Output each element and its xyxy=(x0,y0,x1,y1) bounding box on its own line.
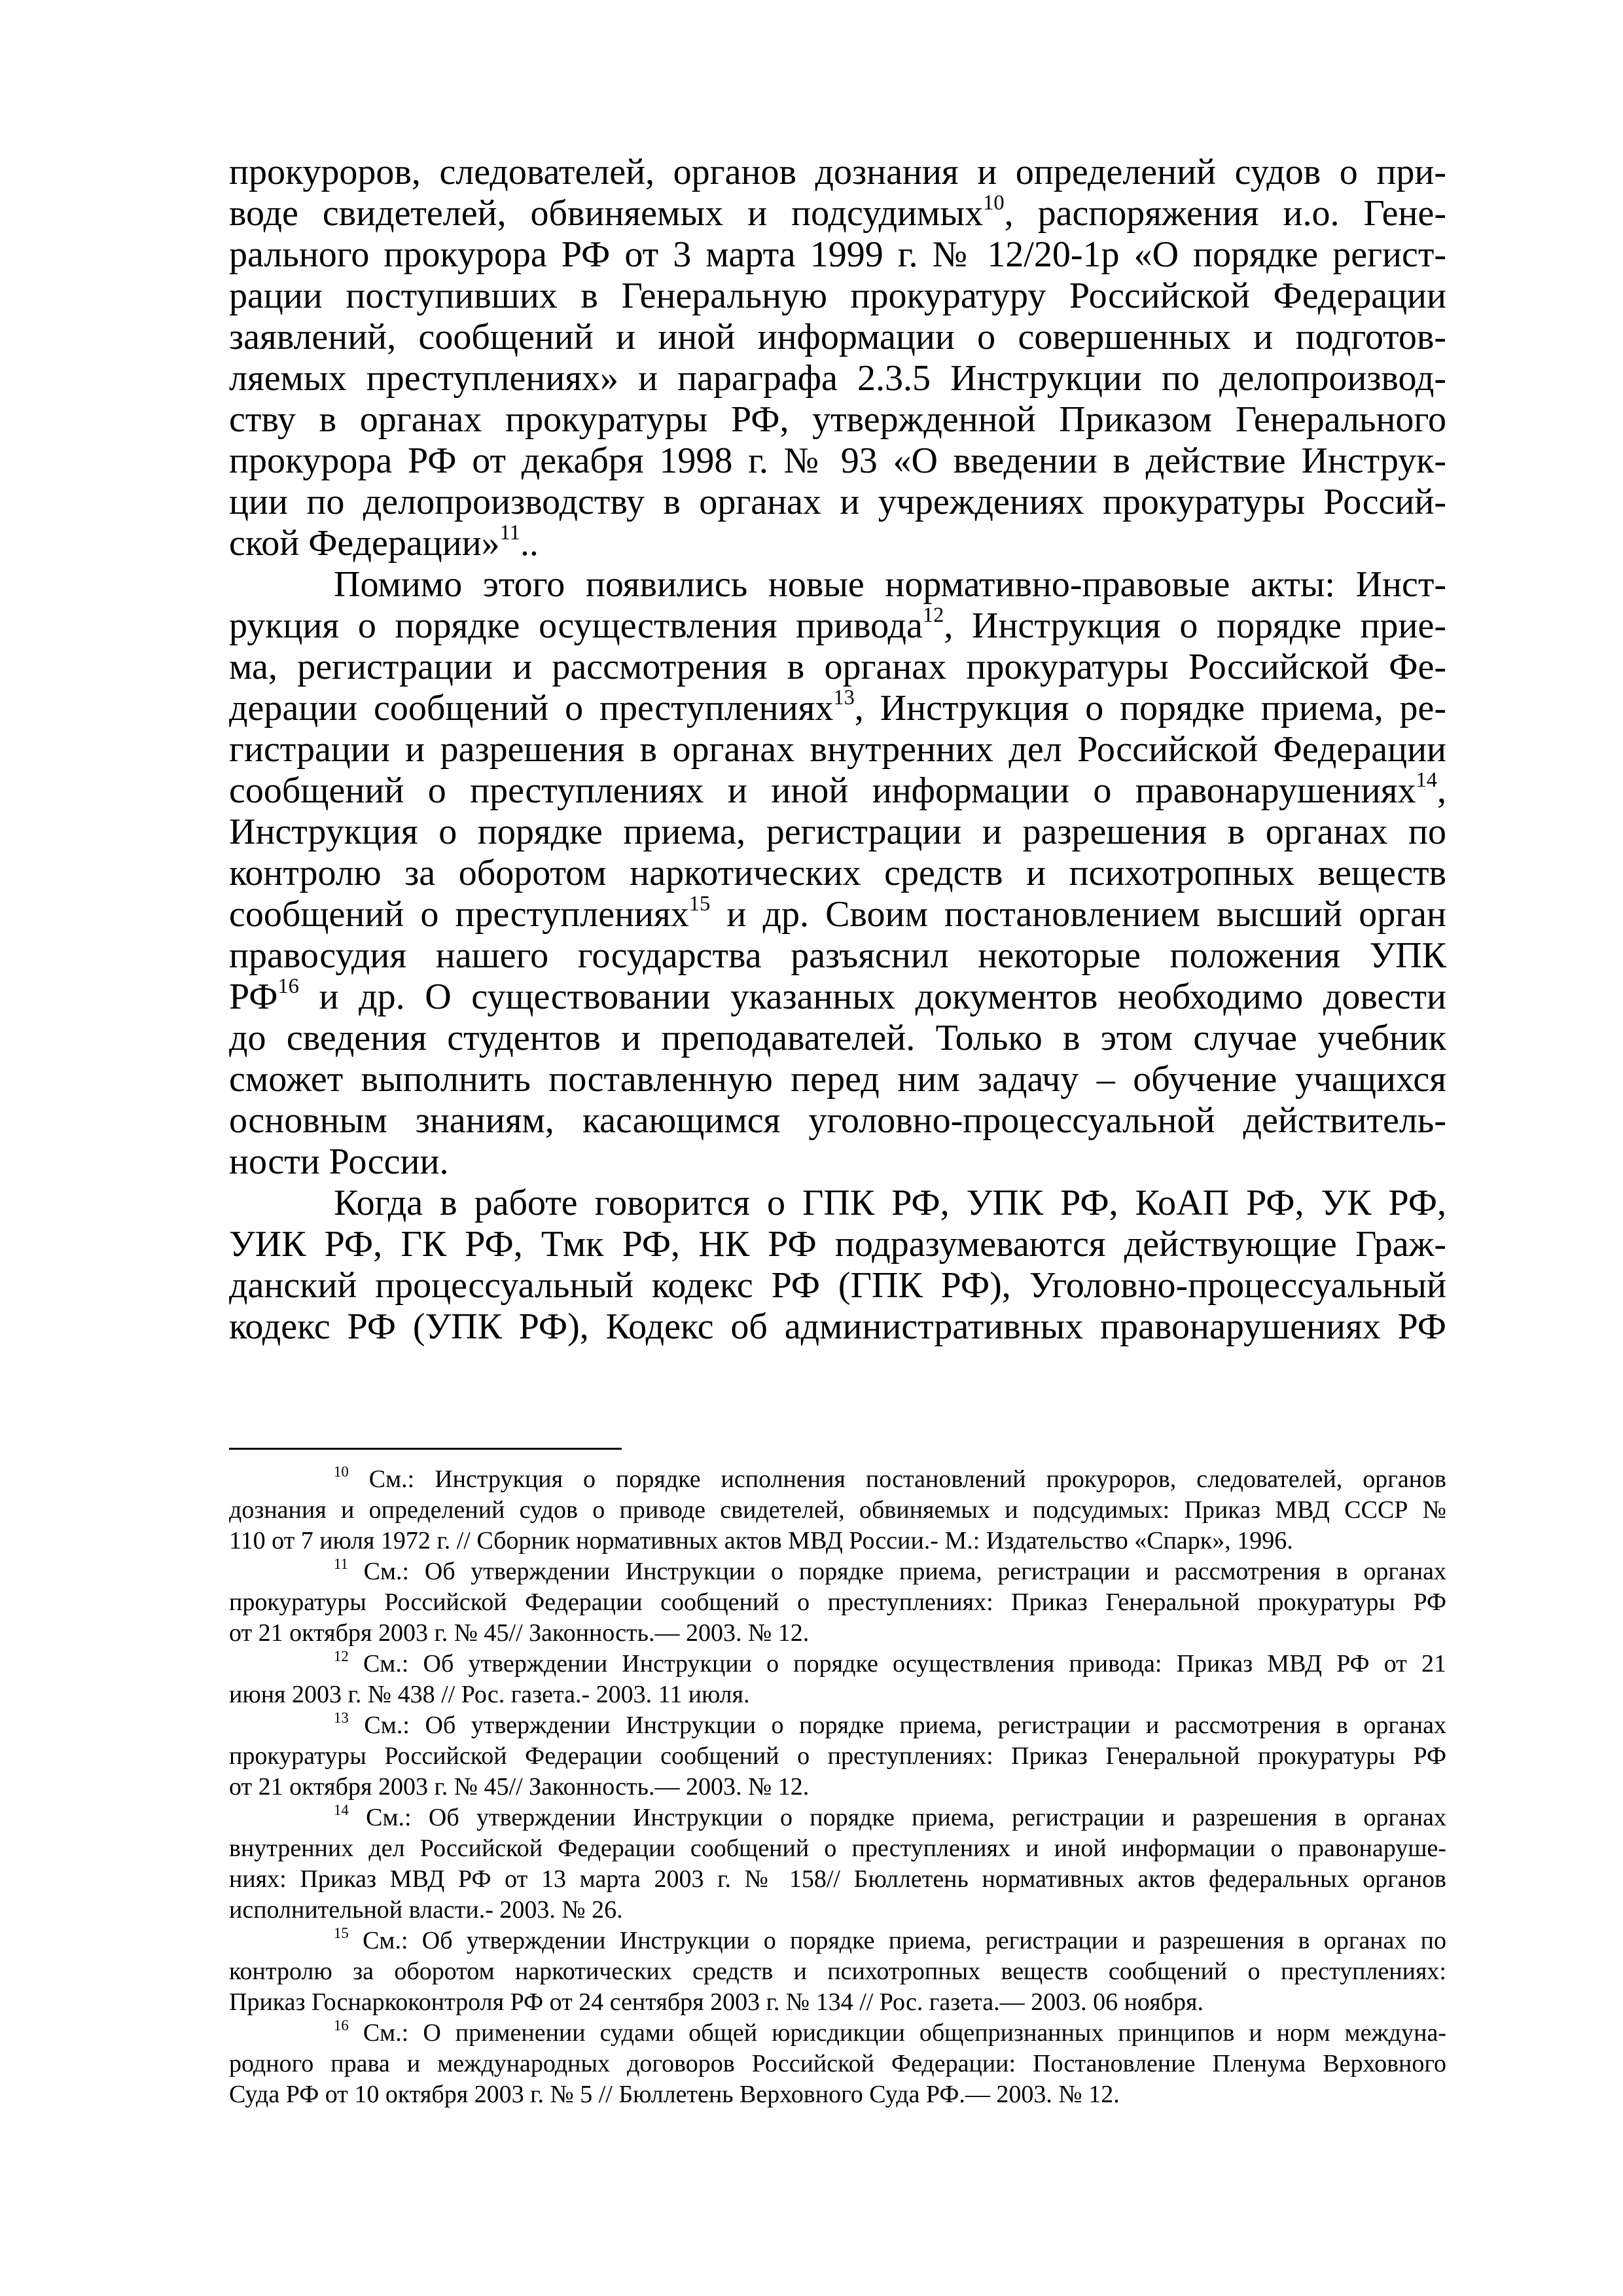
footnote-ref: 16 xyxy=(277,975,299,999)
text-fragment: См.: Об утверждении Инструкции о порядке осуществления привода: Приказ МВД РФ от 21 xyxy=(348,1650,1446,1677)
footnote-line xyxy=(229,1803,1446,1833)
text-fragment: См.: Инструкция о порядке исполнения постановлений прокуроров, следователей, органов xyxy=(348,1465,1446,1493)
footnote-line: Суда РФ от 10 октября 2003 г. № 5 // Бюллетень Верховного Суда РФ.— 2003. № 12. xyxy=(229,2081,1120,2108)
footnote-number: 11 xyxy=(334,1555,348,1572)
footnote-number: 14 xyxy=(334,1801,349,1818)
footnote-line: ниях: Приказ МВД РФ от 13 марта 2003 г. № 158// Бюллетень нормативных актов федеральных органов xyxy=(229,1865,1446,1893)
text-line: основным знаниям, касающимся уголовно-процессуальной действитель- xyxy=(229,1100,1446,1141)
footnote-separator xyxy=(229,1448,622,1450)
footnote-number: 15 xyxy=(334,1924,349,1941)
main-text xyxy=(229,152,1446,1348)
footnote-line xyxy=(229,1926,1446,1956)
footnote-ref: 12 xyxy=(922,603,944,628)
footnote-line: Приказ Госнаркоконтроля РФ от 24 сентября 2003 г. № 134 // Рос. газета.— 2003. 06 ноября. xyxy=(229,1988,1204,2016)
text-line xyxy=(229,688,1446,729)
footnote-line: родного права и международных договоров Российской Федерации: Постановление Пленума Верховного xyxy=(229,2050,1446,2077)
text-line: кодекс РФ (УПК РФ), Кодекс об административных правонарушениях РФ xyxy=(229,1306,1446,1347)
footnote-number: 10 xyxy=(334,1463,349,1480)
text-line xyxy=(229,1183,1446,1224)
text-line: Инструкция о порядке приема, регистрации и разрешения в органах по xyxy=(229,812,1446,852)
footnote-line: дознания и определений судов о приводе свидетелей, обвиняемых и подсудимых: Приказ МВД СССР № xyxy=(229,1496,1446,1524)
footnote-ref: 10 xyxy=(983,191,1005,215)
footnote-line: июня 2003 г. № 438 // Рос. газета.- 2003. 11 июля. xyxy=(229,1681,750,1708)
text-fragment: дерации сообщений о преступлениях xyxy=(229,688,834,728)
text-line: ма, регистрации и рассмотрения в органах прокуратуры Российской Фе- xyxy=(229,647,1446,687)
footnote-line: 110 от 7 июля 1972 г. // Сборник нормативных актов МВД России.- М.: Издательство «Спарк», 1996. xyxy=(229,1527,1293,1554)
footnote-line: исполнительной власти.- 2003. № 26. xyxy=(229,1896,623,1924)
text-line: рального прокурора РФ от 3 марта 1999 г. № 12/20-1р «О порядке регист- xyxy=(229,234,1446,275)
text-fragment: , распоряжения и.о. Гене- xyxy=(1004,193,1446,234)
footnote-line: от 21 октября 2003 г. № 45// Законность.— 2003. № 12. xyxy=(229,1773,810,1801)
footnote-line xyxy=(229,2018,1446,2049)
footnote-number: 13 xyxy=(334,1709,349,1726)
text-fragment: Когда в работе говорится о ГПК РФ, УПК РФ, КоАП РФ, УК РФ, xyxy=(334,1183,1446,1223)
text-fragment: сообщений о преступлениях и иной информации о правонарушениях xyxy=(229,770,1416,811)
text-line: ляемых преступлениях» и параграфа 2.3.5 Инструкции по делопроизвод- xyxy=(229,358,1446,399)
text-fragment: рукция о порядке осуществления привода xyxy=(229,605,923,646)
text-fragment: и др. Своим постановлением высший орган xyxy=(710,894,1446,935)
text-line: ции по делопроизводству в органах и учреждениях прокуратуры Россий- xyxy=(229,482,1446,522)
footnote-line xyxy=(229,1710,1446,1741)
text-line: ству в органах прокуратуры РФ, утвержденной Приказом Генерального xyxy=(229,399,1446,440)
text-fragment: См.: Об утверждении Инструкции о порядке приема, регистрации и рассмотрения в органах xyxy=(348,1558,1446,1585)
text-line: рации поступивших в Генеральную прокуратуру Российской Федерации xyxy=(229,276,1446,316)
text-line: контролю за оборотом наркотических средств и психотропных веществ xyxy=(229,853,1446,893)
text-line xyxy=(229,523,1446,564)
footnote-line xyxy=(229,1464,1446,1495)
text-line xyxy=(229,605,1446,647)
text-line: прокурора РФ от декабря 1998 г. № 93 «О введении в действие Инструк- xyxy=(229,440,1446,481)
footnote-ref: 11 xyxy=(499,521,520,545)
text-line xyxy=(229,564,1446,605)
text-line: данский процессуальный кодекс РФ (ГПК РФ), Уголовно-процессуальный xyxy=(229,1265,1446,1306)
text-fragment: воде свидетелей, обвиняемых и подсудимых xyxy=(229,193,984,234)
text-fragment: и др. О существовании указанных документов необходимо довести xyxy=(298,977,1446,1017)
text-fragment: сообщений о преступлениях xyxy=(229,894,689,935)
text-fragment: Помимо этого появились новые нормативно-правовые акты: Инст- xyxy=(334,564,1446,605)
footnote-line xyxy=(229,1556,1446,1587)
footnote-line: от 21 октября 2003 г. № 45// Законность.— 2003. № 12. xyxy=(229,1619,810,1647)
text-line: прокуроров, следователей, органов дознания и определений судов о при- xyxy=(229,152,1446,192)
footnote-ref: 14 xyxy=(1416,768,1437,793)
footnote-line: контролю за оборотом наркотических средств и психотропных веществ сообщений о преступлениях: xyxy=(229,1958,1446,1985)
footnote-ref: 15 xyxy=(688,892,711,916)
text-fragment: РФ xyxy=(229,977,278,1017)
text-fragment: , xyxy=(1437,770,1446,811)
text-line xyxy=(229,977,1446,1018)
text-fragment: См.: Об утверждении Инструкции о порядке приема, регистрации и разрешения в органах xyxy=(348,1804,1446,1831)
text-line: гистрации и разрешения в органах внутренних дел Российской Федерации xyxy=(229,729,1446,770)
text-line xyxy=(229,770,1446,812)
text-line: заявлений, сообщений и иной информации о совершенных и подготов- xyxy=(229,317,1446,357)
footnote-line: прокуратуры Российской Федерации сообщений о преступлениях: Приказ Генеральной прокуратуры РФ xyxy=(229,1588,1446,1616)
text-line: правосудия нашего государства разъяснил некоторые положения УПК xyxy=(229,935,1446,976)
text-fragment: ской Федерации» xyxy=(229,523,500,564)
text-fragment: .. xyxy=(520,523,539,564)
footnote-number: 16 xyxy=(334,2017,349,2034)
text-line: до сведения студентов и преподавателей. Только в этом случае учебник xyxy=(229,1018,1446,1058)
text-fragment: , Инструкция о порядке прие- xyxy=(944,605,1446,646)
footnote-number: 12 xyxy=(334,1647,349,1664)
text-line: ности России. xyxy=(229,1141,449,1182)
footnote-line: внутренних дел Российской Федерации сообщений о преступлениях и иной информации о правонаруше- xyxy=(229,1835,1446,1862)
text-line: сможет выполнить поставленную перед ним задачу – обучение учащихся xyxy=(229,1059,1446,1100)
text-fragment: См.: Об утверждении Инструкции о порядке приема, регистрации и рассмотрения в органах xyxy=(348,1712,1446,1739)
footnote-ref: 13 xyxy=(833,686,855,710)
footnote-line xyxy=(229,1649,1446,1679)
footnote-line: прокуратуры Российской Федерации сообщений о преступлениях: Приказ Генеральной прокуратуры РФ xyxy=(229,1742,1446,1770)
text-line: УИК РФ, ГК РФ, Тмк РФ, НК РФ подразумеваются действующие Граж- xyxy=(229,1224,1446,1265)
text-fragment: См.: О применении судами общей юрисдикции общепризнанных принципов и норм междуна- xyxy=(348,2019,1446,2047)
text-fragment: , Инструкция о порядке приема, ре- xyxy=(854,688,1446,728)
text-line xyxy=(229,894,1446,935)
text-fragment: См.: Об утверждении Инструкции о порядке приема, регистрации и разрешения в органах по xyxy=(348,1927,1446,1954)
footnotes xyxy=(229,1464,1446,2110)
text-line xyxy=(229,193,1446,234)
